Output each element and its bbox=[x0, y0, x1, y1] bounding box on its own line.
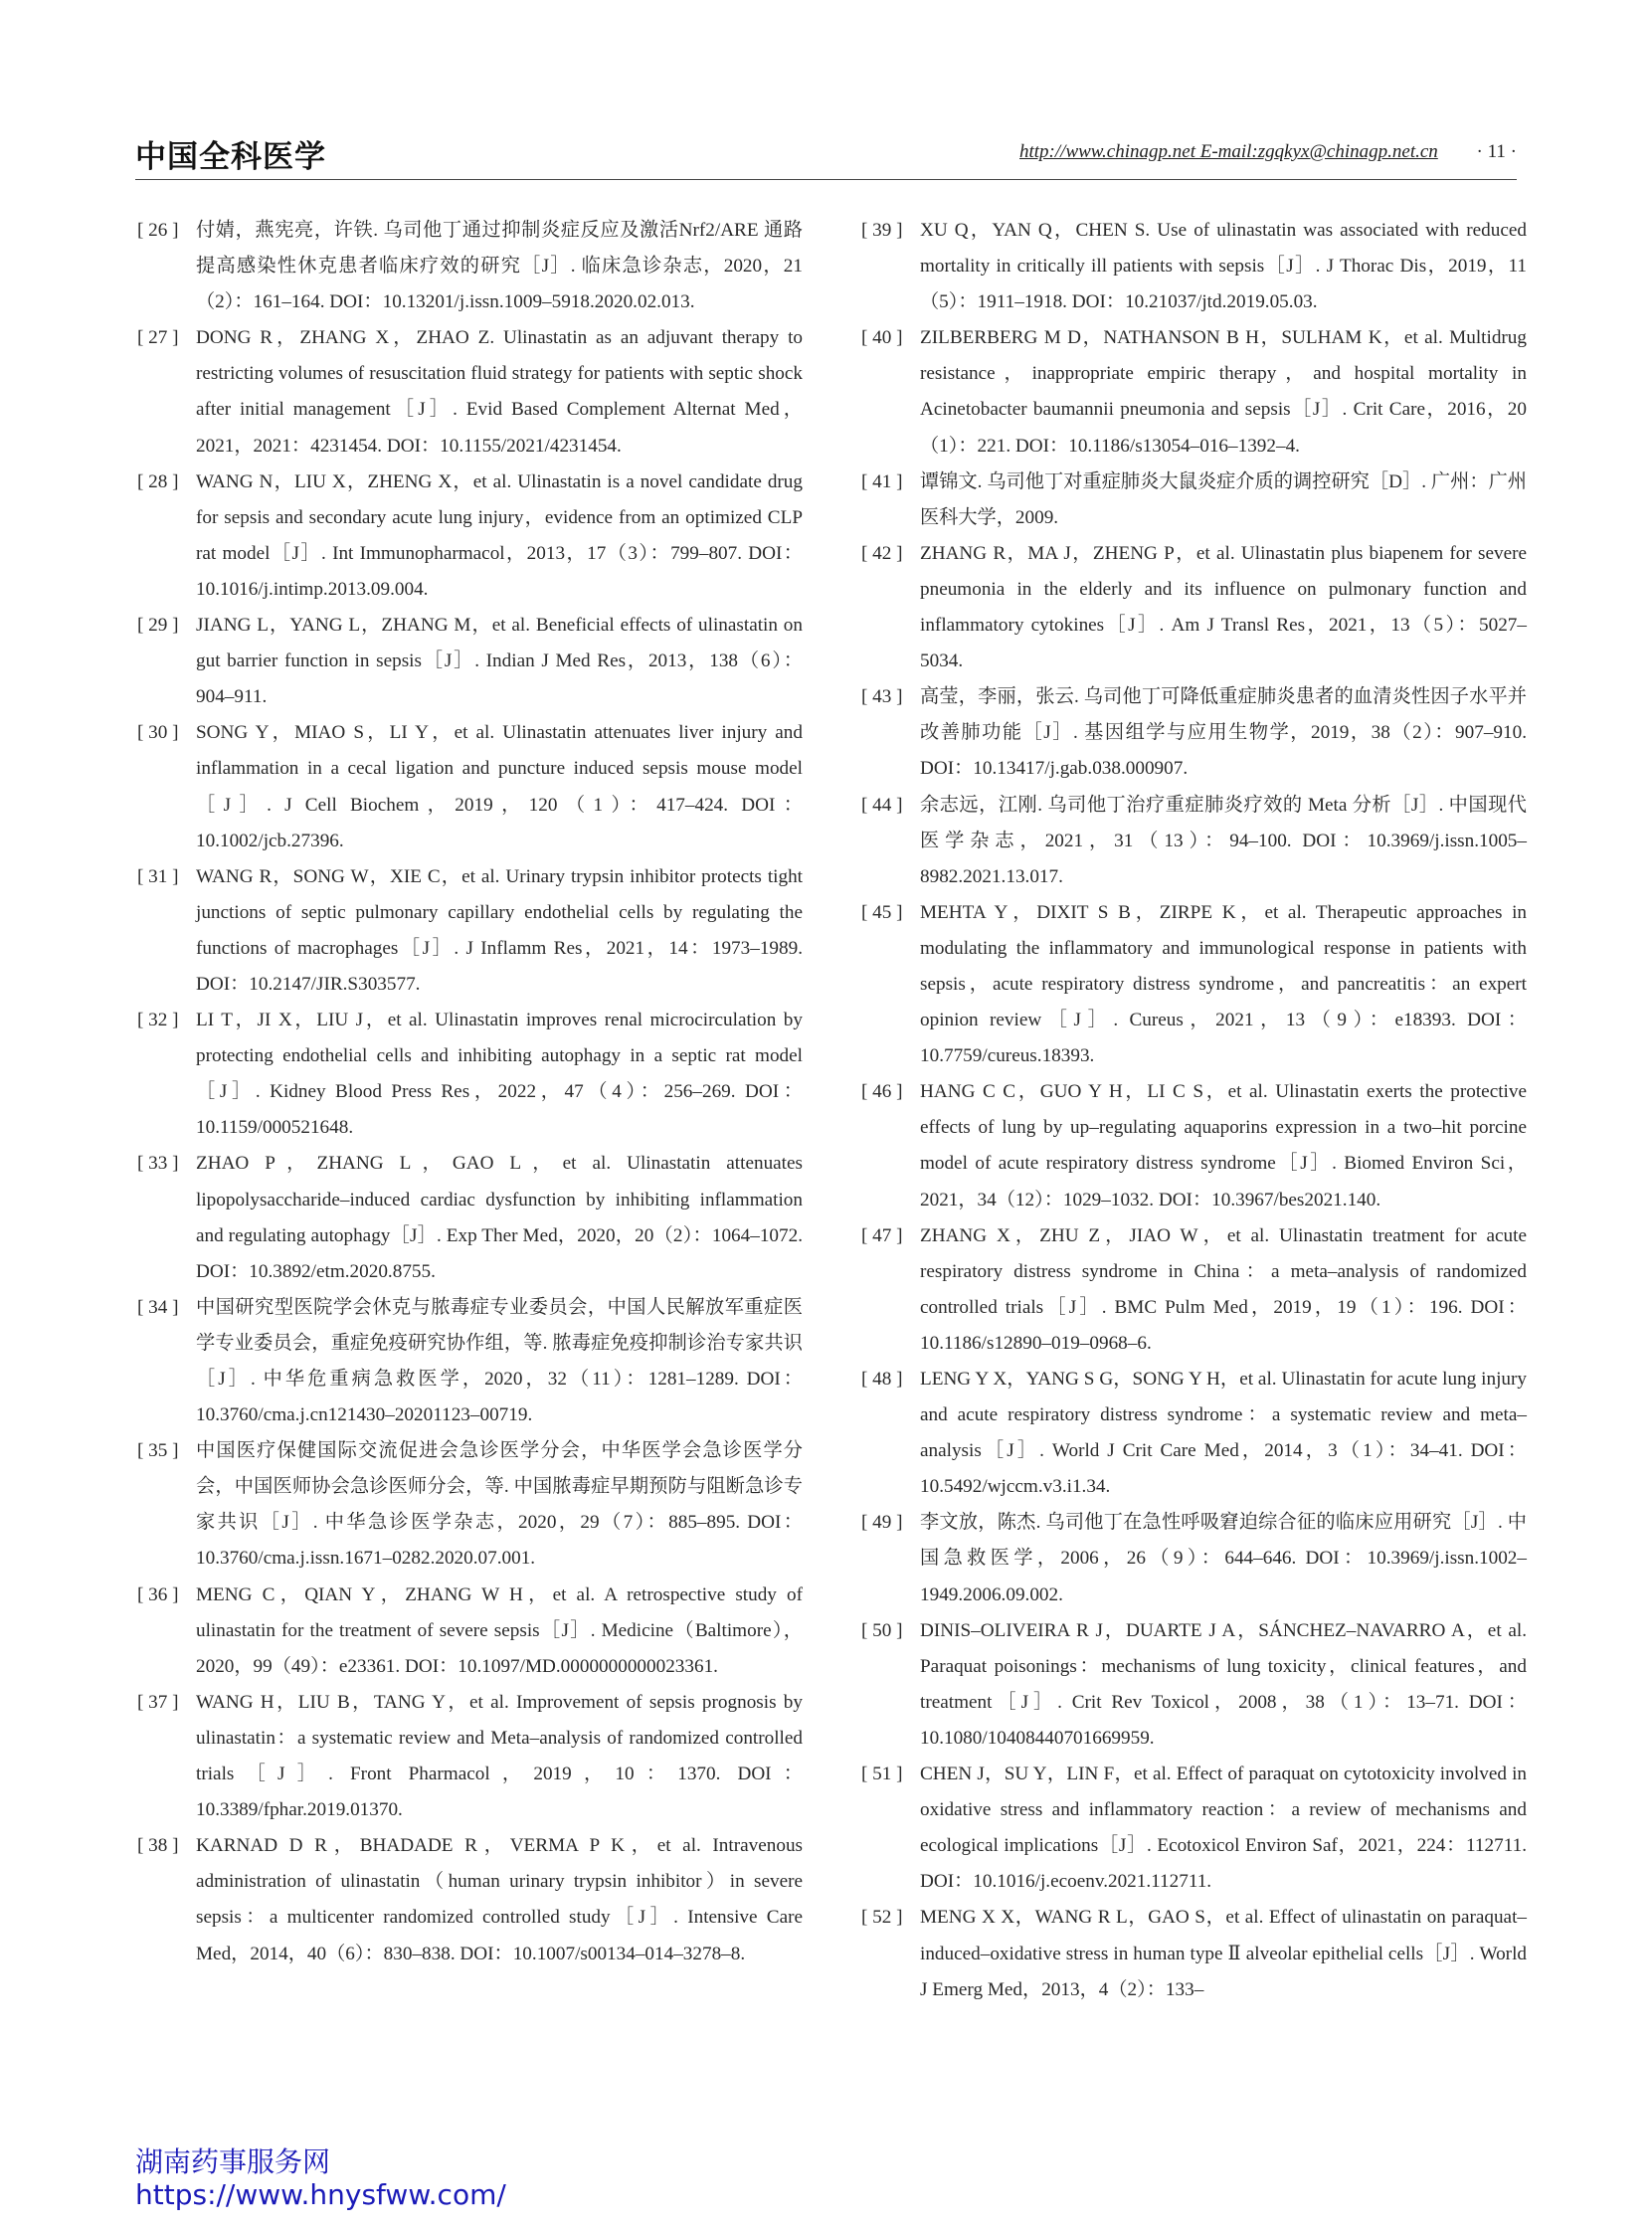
reference-entry bbox=[861, 1218, 1527, 1362]
reference-text: SONG Y，MIAO S，LI Y，et al. Ulinastatin attenuates liver injury and inflammation in a cecal ligation and puncture induced sepsis mouse model［J］. J Cell Biochem，2019，120（1）：417–424. DOI：10.1002/jcb.27396. bbox=[196, 722, 803, 851]
reference-text: DONG R，ZHANG X，ZHAO Z. Ulinastatin as an adjuvant therapy to restricting volumes of resuscitation fluid strategy for patients with septic shock after initial management［J］. Evid Based Complement Alternat Med，2021，2021：4231454. DOI：10.1155/2021/4231454. bbox=[196, 327, 803, 457]
reference-entry bbox=[137, 859, 803, 1003]
footer-site-url[interactable]: https://www.hnysfww.com/ bbox=[135, 2178, 506, 2211]
reference-number: [ 31 ] bbox=[137, 865, 179, 887]
reference-text: DINIS–OLIVEIRA R J，DUARTE J A，SÁNCHEZ–NAVARRO A，et al. Paraquat poisonings：mechanisms of lung toxicity，clinical features，and treatment［J］. Crit Rev Toxicol，2008，38（1）：13–71. DOI：10.1080/10408440701669959. bbox=[920, 1619, 1527, 1749]
reference-text: MENG C，QIAN Y，ZHANG W H，et al. A retrospective study of ulinastatin for the treatment of severe sepsis［J］. Medicine（Baltimore），2020，99（49）：e23361. DOI：10.1097/MD.0000000000023361. bbox=[196, 1583, 803, 1677]
reference-text: ZHAO P，ZHANG L，GAO L，et al. Ulinastatin attenuates lipopolysaccharide–induced cardiac dysfunction by inhibiting inflammation and regulating autophagy［J］. Exp Ther Med，2020，20（2）：1064–1072. DOI：10.3892/etm.2020.8755. bbox=[196, 1153, 803, 1282]
reference-entry bbox=[137, 320, 803, 464]
reference-text: ZILBERBERG M D，NATHANSON B H，SULHAM K，et al. Multidrug resistance，inappropriate empiric therapy，and hospital mortality in Acinetobacter baumannii pneumonia and sepsis［J］. Crit Care，2016，20（1）：221. DOI：10.1186/s13054–016–1392–4. bbox=[920, 327, 1527, 457]
reference-number: [ 28 ] bbox=[137, 470, 179, 492]
reference-number: [ 51 ] bbox=[861, 1764, 903, 1785]
reference-number: [ 30 ] bbox=[137, 722, 179, 744]
reference-text: KARNAD D R，BHADADE R，VERMA P K，et al. Intravenous administration of ulinastatin（human urinary trypsin inhibitor）in severe sepsis：a multicenter randomized controlled study［J］. Intensive Care Med，2014，40（6）：830–838. DOI：10.1007/s00134–014–3278–8. bbox=[196, 1835, 803, 1964]
reference-number: [ 36 ] bbox=[137, 1583, 179, 1605]
reference-number: [ 38 ] bbox=[137, 1835, 179, 1857]
reference-text: 余志远，江刚. 乌司他丁治疗重症肺炎疗效的 Meta 分析［J］. 中国现代医学杂志，2021，31（13）：94–100. DOI：10.3969/j.issn.1005–8982.2021.13.017. bbox=[920, 794, 1527, 887]
reference-number: [ 44 ] bbox=[861, 794, 903, 816]
footer-site-name: 湖南药事服务网 bbox=[135, 2145, 331, 2178]
reference-text: 谭锦文. 乌司他丁对重症肺炎大鼠炎症介质的调控研究［D］. 广州：广州医科大学，2009. bbox=[920, 470, 1527, 528]
reference-entry bbox=[137, 1578, 803, 1685]
reference-entry bbox=[861, 1074, 1527, 1217]
reference-entry bbox=[137, 213, 803, 320]
reference-entry bbox=[861, 1505, 1527, 1612]
reference-text: MEHTA Y，DIXIT S B，ZIRPE K，et al. Therapeutic approaches in modulating the inflammatory and immunological response in patients with sepsis，acute respiratory distress syndrome，and pancreatitis：an expert opinion review［J］. Cureus，2021，13（9）：e18393. DOI：10.7759/cureus.18393. bbox=[920, 901, 1527, 1067]
reference-number: [ 27 ] bbox=[137, 327, 179, 349]
reference-entry bbox=[861, 788, 1527, 895]
reference-text: 李文放，陈杰. 乌司他丁在急性呼吸窘迫综合征的临床应用研究［J］. 中国急救医学，2006，26（9）：644–646. DOI：10.3969/j.issn.1002–1949.2006.09.002. bbox=[920, 1512, 1527, 1605]
reference-entry bbox=[861, 679, 1527, 787]
reference-text: 中国医疗保健国际交流促进会急诊医学分会，中华医学会急诊医学分会，中国医师协会急诊医师分会，等. 中国脓毒症早期预防与阻断急诊专家共识［J］. 中华急诊医学杂志，2020，29（7）：885–895. DOI：10.3760/cma.j.issn.1671–0282.2020.07.001. bbox=[196, 1440, 803, 1570]
reference-number: [ 29 ] bbox=[137, 615, 179, 637]
reference-number: [ 52 ] bbox=[861, 1907, 903, 1929]
reference-entry bbox=[137, 1003, 803, 1146]
reference-entry bbox=[137, 465, 803, 608]
reference-entry bbox=[861, 465, 1527, 536]
reference-text: 付婧，燕宪亮，许铁. 乌司他丁通过抑制炎症反应及激活Nrf2/ARE 通路提高感染性休克患者临床疗效的研究［J］. 临床急诊杂志，2020，21（2）：161–164. DOI：10.13201/j.issn.1009–5918.2020.02.013. bbox=[196, 220, 803, 313]
reference-text: WANG R，SONG W，XIE C，et al. Urinary trypsin inhibitor protects tight junctions of septic pulmonary capillary endothelial cells by regulating the functions of macrophages［J］. J Inflamm Res，2021，14：1973–1989. DOI：10.2147/JIR.S303577. bbox=[196, 865, 803, 995]
reference-number: [ 43 ] bbox=[861, 686, 903, 708]
reference-number: [ 49 ] bbox=[861, 1512, 903, 1534]
reference-text: HANG C C，GUO Y H，LI C S，et al. Ulinastatin exerts the protective effects of lung by up–regulating aquaporins expression in a two–hit porcine model of acute respiratory distress syndrome［J］. Biomed Environ Sci，2021，34（12）：1029–1032. DOI：10.3967/bes2021.140. bbox=[920, 1081, 1527, 1210]
reference-number: [ 46 ] bbox=[861, 1081, 903, 1103]
reference-entry bbox=[861, 895, 1527, 1074]
reference-entry bbox=[861, 1900, 1527, 2007]
reference-text: MENG X X，WANG R L，GAO S，et al. Effect of ulinastatin on paraquat–induced–oxidative stress in human type Ⅱ alveolar epithelial cells［J］. World J Emerg Med，2013，4（2）：133– bbox=[920, 1907, 1527, 2000]
reference-entry bbox=[861, 213, 1527, 320]
reference-entry bbox=[137, 1685, 803, 1828]
reference-entry bbox=[137, 608, 803, 715]
journal-title: 中国全科医学 bbox=[135, 139, 326, 175]
reference-number: [ 50 ] bbox=[861, 1619, 903, 1641]
reference-entry bbox=[137, 1433, 803, 1577]
reference-text: 中国研究型医院学会休克与脓毒症专业委员会，中国人民解放军重症医学专业委员会，重症免疫研究协作组，等. 脓毒症免疫抑制诊治专家共识［J］. 中华危重病急救医学，2020，32（11）：1281–1289. DOI：10.3760/cma.j.cn121430–20201123–00719. bbox=[196, 1296, 803, 1426]
reference-text: 高莹，李丽，张云. 乌司他丁可降低重症肺炎患者的血清炎性因子水平并改善肺功能［J］. 基因组学与应用生物学，2019，38（2）：907–910. DOI：10.13417/j.gab.038.000907. bbox=[920, 686, 1527, 780]
reference-number: [ 48 ] bbox=[861, 1369, 903, 1390]
reference-number: [ 33 ] bbox=[137, 1153, 179, 1175]
reference-text: LENG Y X，YANG S G，SONG Y H，et al. Ulinastatin for acute lung injury and acute respiratory distress syndrome：a systematic review and meta–analysis［J］. World J Crit Care Med，2014，3（1）：34–41. DOI：10.5492/wjccm.v3.i1.34. bbox=[920, 1369, 1527, 1498]
reference-number: [ 47 ] bbox=[861, 1224, 903, 1246]
journal-url-email[interactable]: http://www.chinagp.net E-mail:zgqkyx@chinagp.net.cn bbox=[1019, 141, 1438, 162]
reference-text: WANG N，LIU X，ZHENG X，et al. Ulinastatin is a novel candidate drug for sepsis and secondary acute lung injury，evidence from an optimized CLP rat model［J］. Int Immunopharmacol，2013，17（3）：799–807. DOI：10.1016/j.intimp.2013.09.004. bbox=[196, 470, 803, 600]
reference-text: ZHANG R，MA J，ZHENG P，et al. Ulinastatin plus biapenem for severe pneumonia in the elderly and its influence on pulmonary function and inflammatory cytokines［J］. Am J Transl Res，2021，13（5）：5027–5034. bbox=[920, 542, 1527, 672]
reference-column-right bbox=[861, 213, 1527, 2008]
page-header bbox=[135, 131, 1517, 175]
reference-number: [ 39 ] bbox=[861, 220, 903, 241]
reference-number: [ 37 ] bbox=[137, 1691, 179, 1713]
reference-column-left bbox=[137, 213, 803, 1972]
reference-number: [ 42 ] bbox=[861, 542, 903, 564]
reference-number: [ 35 ] bbox=[137, 1440, 179, 1462]
reference-text: JIANG L，YANG L，ZHANG M，et al. Beneficial effects of ulinastatin on gut barrier function in sepsis［J］. Indian J Med Res，2013，138（6）：904–911. bbox=[196, 615, 803, 708]
reference-entry bbox=[137, 1146, 803, 1289]
reference-number: [ 32 ] bbox=[137, 1010, 179, 1031]
page-number: · 11 · bbox=[1476, 141, 1517, 162]
reference-text: CHEN J，SU Y，LIN F，et al. Effect of paraquat on cytotoxicity involved in oxidative stress and inflammatory reaction：a review of mechanisms and ecological implications［J］. Ecotoxicol Environ Saf，2021，224：112711. DOI：10.1016/j.ecoenv.2021.112711. bbox=[920, 1764, 1527, 1893]
header-right bbox=[1019, 141, 1517, 163]
header-divider bbox=[135, 179, 1517, 180]
reference-entry bbox=[861, 536, 1527, 679]
reference-text: ZHANG X，ZHU Z，JIAO W，et al. Ulinastatin treatment for acute respiratory distress syndrome in China：a meta–analysis of randomized controlled trials［J］. BMC Pulm Med，2019，19（1）：196. DOI：10.1186/s12890–019–0968–6. bbox=[920, 1224, 1527, 1354]
reference-text: WANG H，LIU B，TANG Y，et al. Improvement of sepsis prognosis by ulinastatin：a systematic review and Meta–analysis of randomized controlled trials［J］. Front Pharmacol，2019，10：1370. DOI：10.3389/fphar.2019.01370. bbox=[196, 1691, 803, 1821]
reference-entry bbox=[861, 1362, 1527, 1505]
reference-entry bbox=[861, 320, 1527, 464]
reference-entry bbox=[861, 1613, 1527, 1757]
reference-entry bbox=[137, 1828, 803, 1971]
reference-entry bbox=[861, 1757, 1527, 1900]
reference-number: [ 45 ] bbox=[861, 901, 903, 923]
reference-number: [ 40 ] bbox=[861, 327, 903, 349]
reference-number: [ 41 ] bbox=[861, 470, 903, 492]
reference-text: LI T，JI X，LIU J，et al. Ulinastatin improves renal microcirculation by protecting endothelial cells and inhibiting autophagy in a septic rat model［J］. Kidney Blood Press Res，2022，47（4）：256–269. DOI：10.1159/000521648. bbox=[196, 1010, 803, 1139]
reference-number: [ 34 ] bbox=[137, 1296, 179, 1318]
reference-entry bbox=[137, 1290, 803, 1433]
reference-entry bbox=[137, 715, 803, 858]
reference-number: [ 26 ] bbox=[137, 220, 179, 241]
reference-text: XU Q，YAN Q，CHEN S. Use of ulinastatin was associated with reduced mortality in critically ill patients with sepsis［J］. J Thorac Dis，2019，11（5）：1911–1918. DOI：10.21037/jtd.2019.05.03. bbox=[920, 220, 1527, 313]
